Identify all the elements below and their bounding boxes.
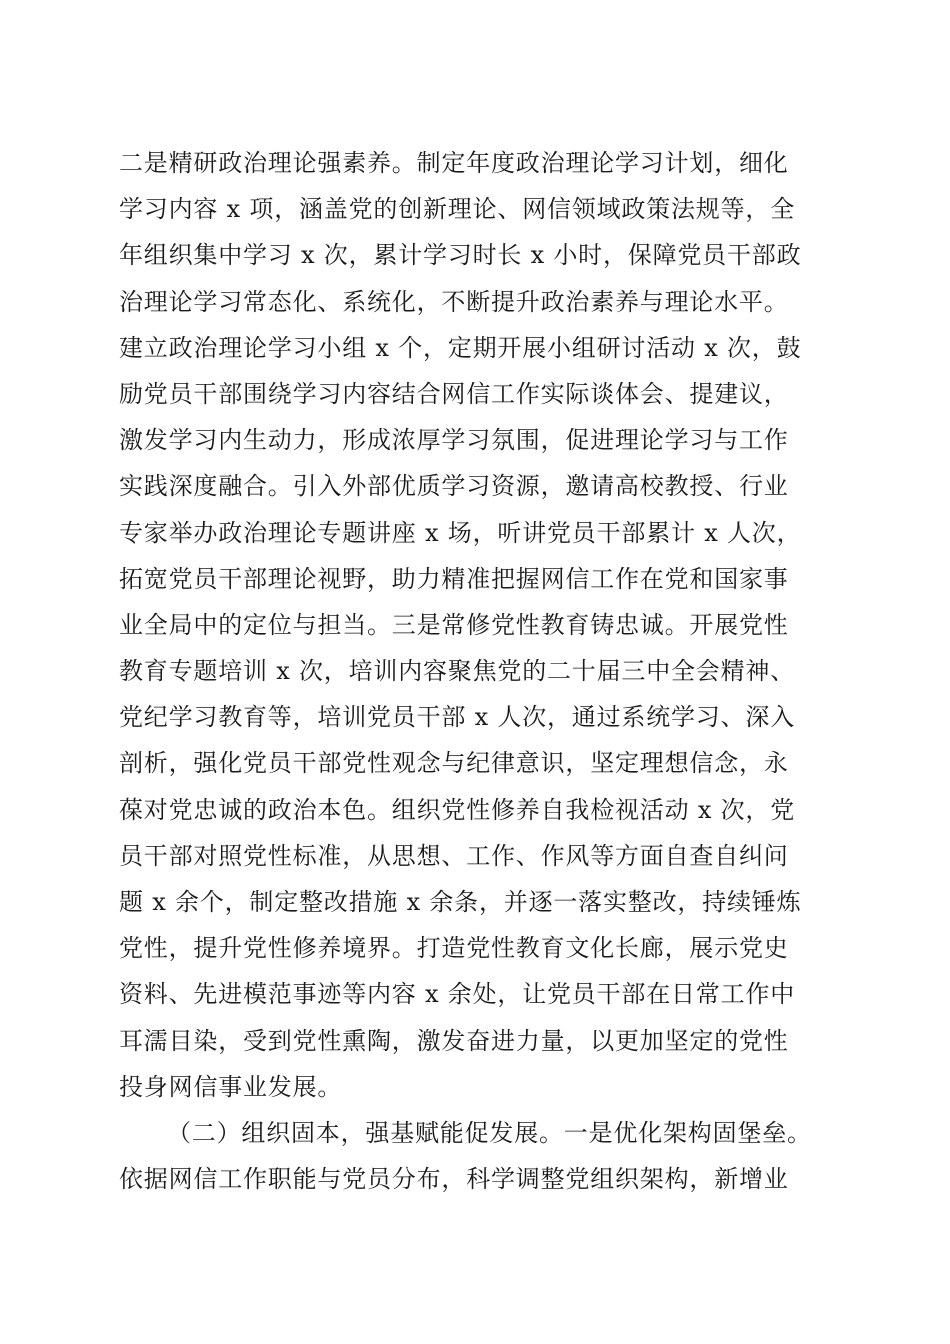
text-line: 葆对党忠诚的政治本色。组织党性修养自我检视活动 x 次，党 [119,795,795,824]
text-line: 党纪学习教育等，培训党员干部 x 人次，通过系统学习、深入 [119,703,795,732]
text-line: 党性，提升党性修养境界。打造党性教育文化长廊，展示党史 [119,934,789,963]
text-line: 业全局中的定位与担当。三是常修党性教育铸忠诚。开展党性 [119,610,789,639]
text-line: 员干部对照党性标准，从思想、工作、作风等方面自查自纠问 [119,841,789,870]
text-line: 教育专题培训 x 次，培训内容聚焦党的二十届三中全会精神、 [119,657,795,686]
text-line: 治理论学习常态化、系统化，不断提升政治素养与理论水平。 [119,287,789,316]
text-line: 年组织集中学习 x 次，累计学习时长 x 小时，保障党员干部政 [119,241,802,270]
text-line: 资料、先进模范事迹等内容 x 余处，让党员干部在日常工作中 [119,980,795,1009]
text-line: 拓宽党员干部理论视野，助力精准把握网信工作在党和国家事 [119,564,789,593]
text-line: 依据网信工作职能与党员分布，科学调整党组织架构，新增业 [119,1165,789,1194]
text-line: 励党员干部围绕学习内容结合网信工作实际谈体会、提建议， [119,379,789,408]
text-line: 激发学习内生动力，形成浓厚学习氛围，促进理论学习与工作 [119,426,789,455]
text-line: 建立政治理论学习小组 x 个，定期开展小组研讨活动 x 次，鼓 [119,333,802,362]
text-line: 专家举办政治理论专题讲座 x 场，听讲党员干部累计 x 人次， [119,518,802,547]
body-text [119,140,839,1202]
text-line: 学习内容 x 项，涵盖党的创新理论、网信领域政策法规等，全 [119,195,795,224]
text-line: 实践深度融合。引入外部优质学习资源，邀请高校教授、行业 [119,472,789,501]
text-line: 题 x 余个，制定整改措施 x 余条，并逐一落实整改，持续锤炼 [119,888,802,916]
text-line: 投身网信事业发展。 [119,1072,343,1101]
text-line: 耳濡目染，受到党性熏陶，激发奋进力量，以更加坚定的党性 [119,1026,789,1055]
section-heading-line: （二）组织固本，强基赋能促发展。一是优化架构固堡垒。 [167,1118,812,1147]
text-line: 剖析，强化党员干部党性观念与纪律意识，坚定理想信念，永 [119,749,789,778]
text-line: 二是精研政治理论强素养。制定年度政治理论学习计划，细化 [119,149,789,177]
